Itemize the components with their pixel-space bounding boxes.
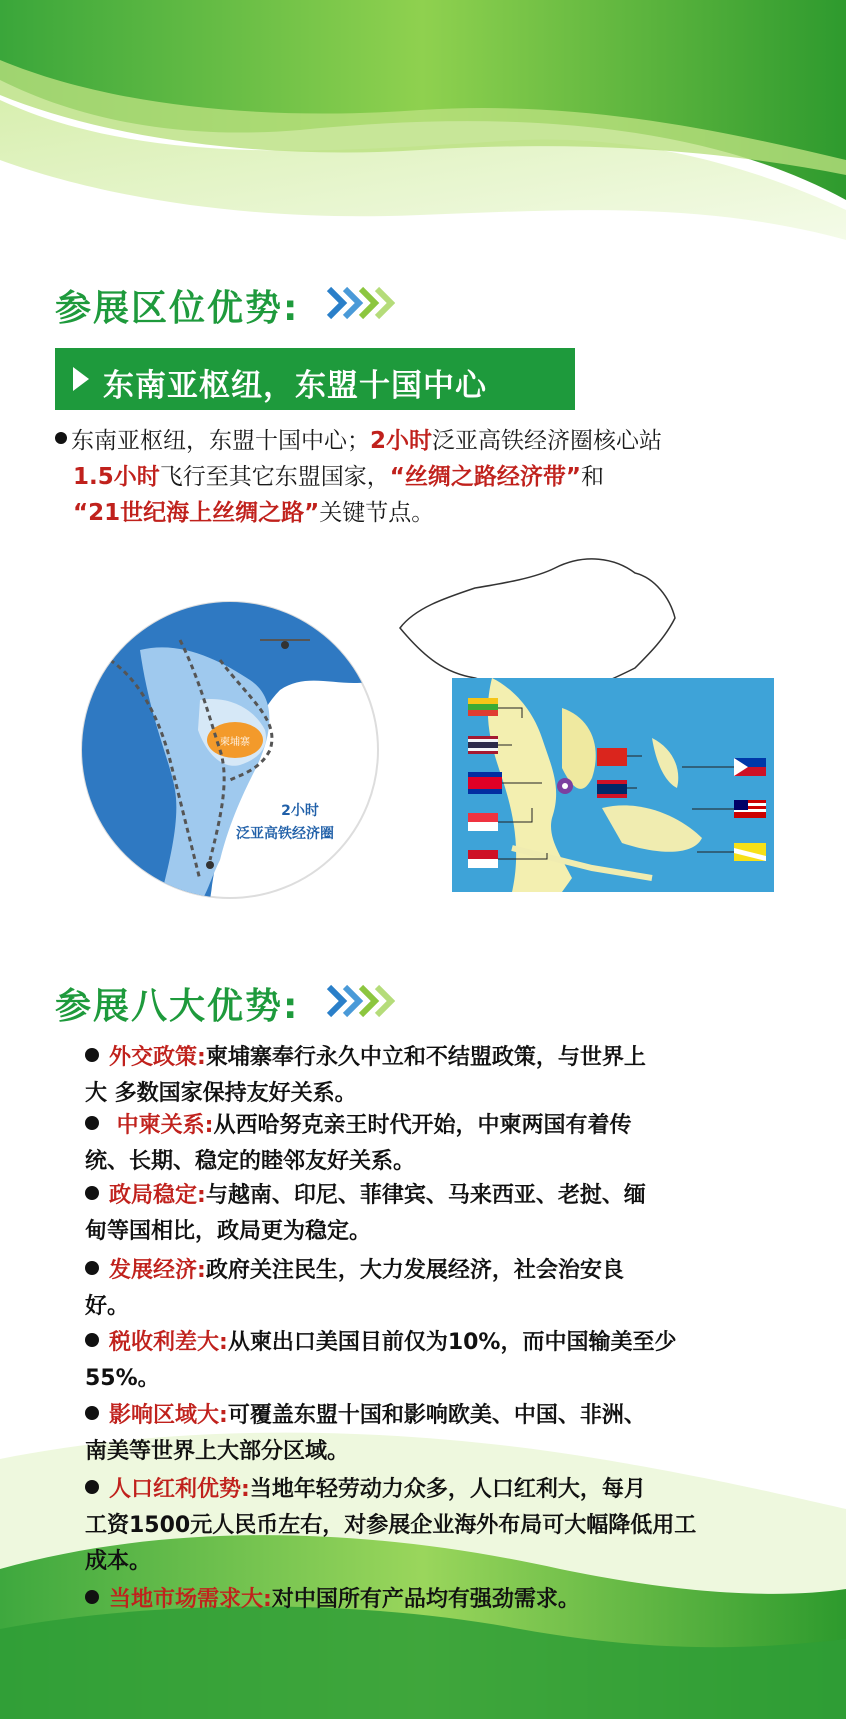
bullet-icon	[85, 1480, 99, 1494]
advantage-key: 当地市场需求大:	[109, 1587, 272, 1612]
location-pin-icon	[557, 778, 573, 794]
advantage-item	[85, 1040, 745, 1112]
asean-sea-map	[452, 678, 774, 892]
flag-philippines-icon	[734, 758, 766, 776]
advantage-text: 可覆盖东盟十国和影响欧美、中国、非洲、	[227, 1403, 646, 1428]
advantage-text: 对中国所有产品均有强劲需求。	[271, 1587, 580, 1612]
para-highlight: 1.5小时	[73, 464, 160, 490]
flag-thailand-icon	[468, 736, 498, 754]
advantage-item	[85, 1582, 745, 1618]
para-highlight: “21世纪海上丝绸之路”	[73, 500, 320, 526]
location-paragraph	[55, 423, 775, 531]
section-title-advantages: 参展八大优势:	[55, 986, 300, 1027]
advantage-text: 甸等国相比，政局更为稳定。	[85, 1219, 372, 1244]
advantage-item	[85, 1178, 745, 1250]
top-wave-decoration	[0, 0, 846, 240]
advantage-key: 外交政策:	[109, 1045, 206, 1070]
subheader-text: 东南亚枢纽，东盟十国中心	[103, 368, 487, 404]
para-text: 飞行至其它东盟国家，	[159, 464, 390, 490]
advantage-text: 大 多数国家保持友好关系。	[85, 1081, 357, 1106]
flag-indonesia-icon	[468, 850, 498, 868]
para-text: 泛亚高铁经济圈核心站	[432, 428, 663, 454]
advantage-text: 从西哈努克亲王时代开始，中柬两国有着传	[213, 1113, 632, 1138]
chevron-arrows-icon	[325, 283, 395, 323]
flag-vietnam-icon	[597, 748, 627, 766]
bullet-icon	[85, 1261, 99, 1275]
bullet-icon	[85, 1590, 99, 1604]
advantage-key: 影响区域大:	[109, 1403, 228, 1428]
flag-singapore-icon	[468, 813, 498, 831]
subheader-bar	[55, 348, 575, 410]
advantage-item	[85, 1108, 745, 1180]
advantage-item	[85, 1253, 745, 1325]
play-triangle-icon	[73, 367, 89, 391]
advantage-text: 好。	[85, 1294, 130, 1319]
para-text: 关键节点。	[319, 500, 435, 526]
advantage-text: 统、长期、稳定的睦邻友好关系。	[85, 1149, 416, 1174]
bullet-icon	[85, 1333, 99, 1347]
advantage-text: 与越南、印尼、菲律宾、马来西亚、老挝、缅	[205, 1183, 646, 1208]
advantage-text: 55%。	[85, 1366, 160, 1391]
bullet-icon	[55, 432, 67, 444]
advantage-text: 政府关注民生，大力发展经济，社会治安良	[205, 1258, 624, 1283]
advantage-text: 从柬出口美国目前仅为10%，而中国输美至少	[227, 1330, 677, 1355]
para-highlight: 2小时	[370, 428, 433, 454]
bullet-icon	[85, 1406, 99, 1420]
map-round-label-line2: 泛亚高铁经济圈	[236, 826, 334, 842]
flag-malaysia-icon	[734, 800, 766, 818]
chevron-arrows-icon	[325, 981, 395, 1021]
advantage-key: 人口红利优势:	[109, 1477, 250, 1502]
advantage-text: 柬埔寨奉行永久中立和不结盟政策，与世界上	[205, 1045, 646, 1070]
advantage-key: 发展经济:	[109, 1258, 206, 1283]
flag-myanmar-icon	[468, 698, 498, 716]
railway-circle-map	[80, 600, 380, 900]
advantage-text: 南美等世界上大部分区域。	[85, 1439, 350, 1464]
advantage-key: 政局稳定:	[109, 1183, 206, 1208]
section-title-location: 参展区位优势:	[55, 288, 300, 329]
advantage-item	[85, 1325, 745, 1397]
bullet-icon	[85, 1186, 99, 1200]
advantage-item	[85, 1472, 745, 1580]
advantage-text: 当地年轻劳动力众多，人口红利大，每月	[249, 1477, 646, 1502]
bullet-icon	[85, 1048, 99, 1062]
para-text: 东南亚枢纽，东盟十国中心；	[71, 428, 370, 454]
bullet-icon	[85, 1116, 99, 1130]
flag-laos-icon	[597, 780, 627, 798]
advantage-key: 中柬关系:	[116, 1113, 214, 1138]
china-outline-map	[395, 548, 685, 698]
advantage-text: 成本。	[85, 1549, 152, 1574]
flag-cambodia-icon	[468, 772, 502, 794]
para-highlight: “丝绸之路经济带”	[389, 464, 581, 490]
advantage-item	[85, 1398, 745, 1470]
map-round-label-line1: 2小时	[281, 803, 319, 819]
para-text: 和	[580, 464, 604, 490]
flag-brunei-icon	[734, 843, 766, 861]
advantage-text: 工资1500元人民币左右，对参展企业海外布局可大幅降低用工	[85, 1513, 697, 1538]
map-highlight-label: 柬埔寨	[220, 737, 250, 748]
advantage-key: 税收利差大:	[109, 1330, 228, 1355]
